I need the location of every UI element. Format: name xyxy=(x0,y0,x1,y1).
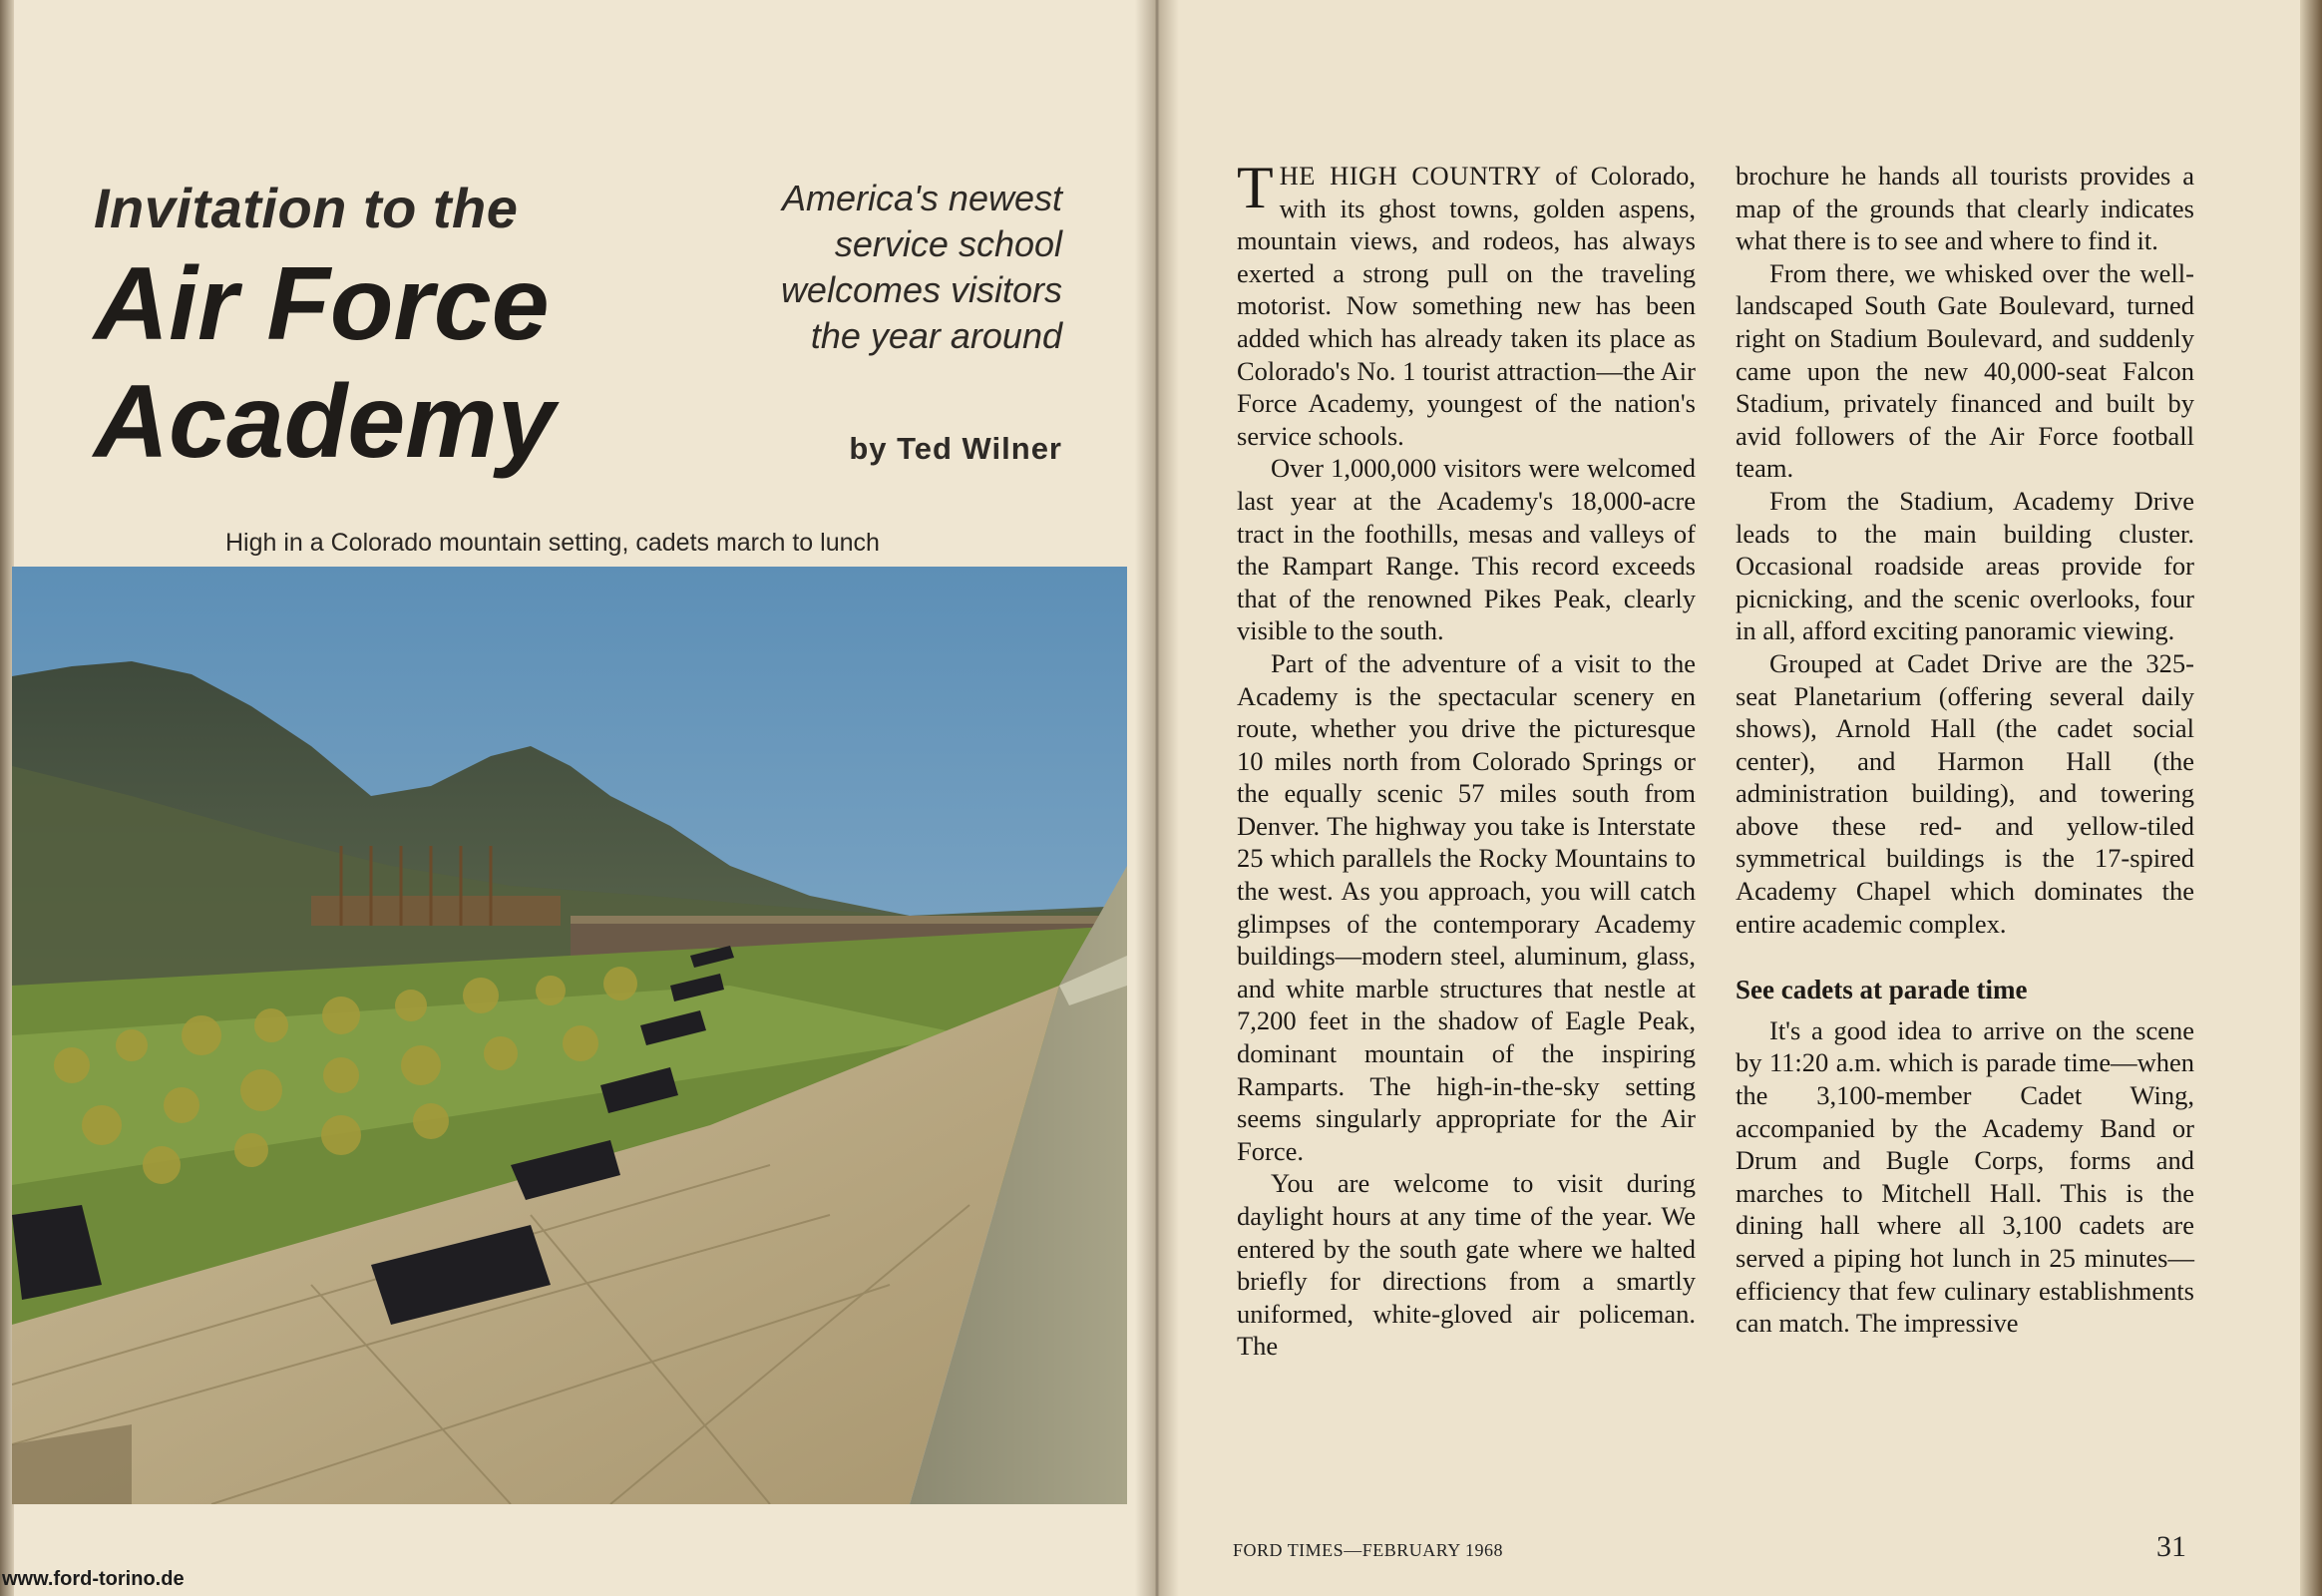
paragraph-1-text: of Colorado, with its ghost towns, golden aspens, mountain views, and rodeos, has always exerted a strong pull on the traveling motorist. Now something new has been added which has already taken its place as Colorado's No. 1 tourist attraction—the Air Force Academy, youngest of the nation's service schools. xyxy=(1237,161,1697,451)
page-number: 31 xyxy=(2156,1530,2186,1563)
photo-caption: High in a Colorado mountain setting, cadets march to lunch xyxy=(225,529,880,557)
paragraph-1 xyxy=(1237,155,1697,452)
lead-in: HE HIGH COUNTRY xyxy=(1279,161,1542,191)
paragraph-7: From the Stadium, Academy Drive leads to the main building cluster. Occasional roadside areas provide for picnicking, and the scenic overlooks, four in all, afford exciting panoramic viewing. xyxy=(1736,485,2194,646)
paragraph-2: Over 1,000,000 visitors were welcomed last year at the Academy's 18,000-acre tract in the foothills, mesas and valleys of the Rampart Range. This record exceeds that of the renowned Pikes Peak, clearly visible to the south. xyxy=(1237,453,1696,646)
paragraph-8: Grouped at Cadet Drive are the 325-seat Planetarium (offering several daily shows), Arnold Hall (the cadet social center), and Harmon Hall (the administration building), and towering above these red- and yellow-tiled symmetrical buildings is the 17-spired Academy Chapel which dominates the entire academic complex. xyxy=(1736,647,2194,939)
drop-cap: T xyxy=(1237,155,1274,220)
title-line-2: Air Force xyxy=(94,246,550,362)
subtitle: America's newest service school welcomes visitors the year around xyxy=(780,178,1062,356)
title-line-1: Invitation to the xyxy=(94,177,519,239)
title-line-3: Academy xyxy=(94,364,556,480)
paragraph-9: It's a good idea to arrive on the scene by 11:20 a.m. which is parade time—when the 3,100-member Cadet Wing, accompanied by the Academy Band or Drum and Bugle Corps, forms and marches to Mitchell Hall. This is the dining hall where all 3,100 cadets are served a piping hot lunch in 25 minutes—efficiency that few culinary establishments can match. The impressive xyxy=(1736,1014,2194,1339)
paragraph-3: Part of the adventure of a visit to the Academy is the spectacular scenery en route, whether you drive the picturesque 10 miles north from Colorado Springs or the equally scenic 57 miles south from Denver. The highway you take is Interstate 25 which parallels the Rocky Mountains to the west. As you approach, you will catch glimpses of the contemporary Academy buildings—modern steel, aluminum, glass, and white marble structures that nestle at 7,200 feet in the shadow of Eagle Peak, dominant mountain of the inspiring Ramparts. The high-in-the-sky setting seems singularly appropriate for the Air Force. xyxy=(1237,647,1696,1166)
byline: by Ted Wilner xyxy=(849,431,1062,466)
academy-photo-illustration xyxy=(12,567,1127,1504)
page-gutter xyxy=(1135,0,1179,1596)
text-column-1 xyxy=(1237,155,1697,1363)
text-column-2 xyxy=(1736,160,2194,1340)
watermark: www.ford-torino.de xyxy=(2,1568,185,1590)
page-footer: FORD TIMES—FEBRUARY 1968 xyxy=(1233,1540,1504,1560)
academy-photo xyxy=(12,567,1127,1504)
right-page-edge xyxy=(2300,0,2322,1596)
section-subhead: See cadets at parade time xyxy=(1736,975,2028,1005)
paragraph-5: brochure he hands all tourists provides a map of the grounds that clearly indicates what there is to see and where to find it. xyxy=(1736,161,2194,256)
paragraph-4: You are welcome to visit during daylight hours at any time of the year. We entered by the south gate where we halted briefly for directions from a smartly uniformed, white-gloved air policeman. The xyxy=(1237,1168,1696,1362)
paragraph-6: From there, we whisked over the well-landscaped South Gate Boulevard, turned right on Stadium Boulevard, and suddenly came upon the new 40,000-seat Falcon Stadium, privately financed and built by avid followers of the Air Force football team. xyxy=(1736,257,2194,484)
left-page xyxy=(0,0,1155,1596)
